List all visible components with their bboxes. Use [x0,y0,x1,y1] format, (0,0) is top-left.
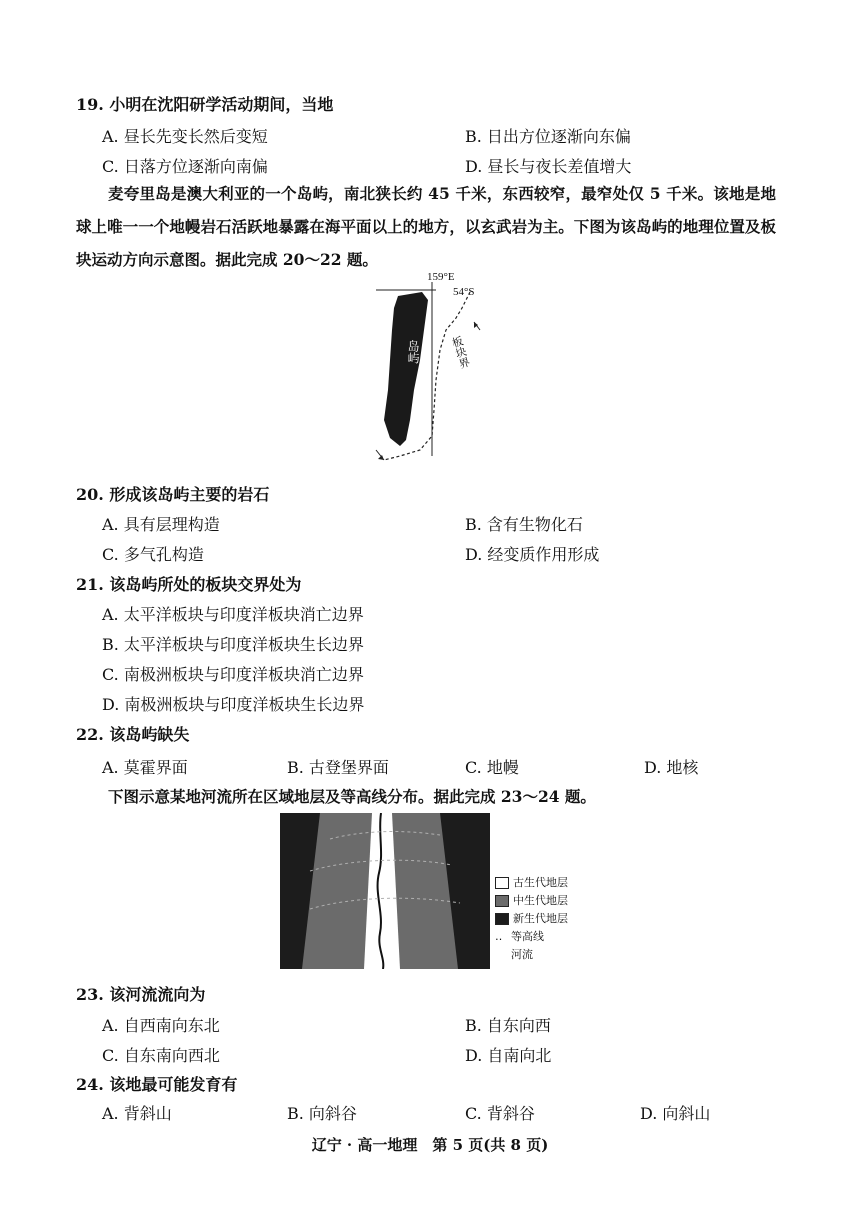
q19-stem: 19. 小明在沈阳研学活动期间，当地 [76,95,334,114]
legend-paleozoic-label: 古生代地层 [513,876,568,889]
q21-option-d: D. 南极洲板块与印度洋板块生长边界 [102,695,365,714]
legend-mesozoic-label: 中生代地层 [513,894,568,907]
q23-option-a: A. 自西南向东北 [102,1016,220,1035]
legend-river-label: 河流 [511,948,533,961]
q23-option-d: D. 自南向北 [465,1046,552,1065]
legend-contour-label: 等高线 [511,930,544,943]
longitude-label: 159°E [427,271,455,283]
legend-cenozoic-label: 新生代地层 [513,912,568,925]
strata-legend [495,874,568,964]
q20-stem: 20. 形成该岛屿主要的岩石 [76,485,270,504]
q21-option-c: C. 南极洲板块与印度洋板块消亡边界 [102,665,364,684]
island-map-svg [370,270,500,470]
passage-river: 下图示意某地河流所在区域地层及等高线分布。据此完成 23～24 题。 [108,787,596,806]
legend-mesozoic [495,892,568,910]
q19-option-c: C. 日落方位逐渐向南偏 [102,157,268,176]
paleozoic-swatch [495,877,509,889]
q20-option-a: A. 具有层理构造 [102,515,220,534]
q20-option-b: B. 含有生物化石 [465,515,583,534]
q21-option-b: B. 太平洋板块与印度洋板块生长边界 [102,635,364,654]
q23-option-b: B. 自东向西 [465,1016,551,1035]
legend-contour [495,928,568,946]
cenozoic-swatch [495,913,509,925]
legend-river [495,946,568,964]
q19-option-d: D. 昼长与夜长差值增大 [465,157,632,176]
q24-stem: 24. 该地最可能发育有 [76,1075,238,1094]
legend-paleozoic [495,874,568,892]
passage-macquarie: 麦夸里岛是澳大利亚的一个岛屿，南北狭长约 45 千米，东西较窄，最窄处仅 5 千米。该地是地球上唯一一个地幔岩石活跃地暴露在海平面以上的地方，以玄武岩为主。下图为该岛屿的地理位置及板块运动方向示意图。据此完成 20～22 题。 [76,184,776,269]
q20-option-c: C. 多气孔构造 [102,545,204,564]
mesozoic-swatch [495,895,509,907]
latitude-label: 54°S [453,286,475,298]
q23-option-c: C. 自东南向西北 [102,1046,220,1065]
contour-symbol: ‥ [495,930,505,943]
page-footer: 辽宁 · 高一地理 第 5 页(共 8 页) [311,1136,549,1154]
q22-option-c: C. 地幔 [465,758,519,777]
strata-map [280,813,490,969]
q24-option-b: B. 向斜谷 [287,1104,357,1123]
q19-option-a: A. 昼长先变长然后变短 [102,127,268,146]
q24-option-d: D. 向斜山 [640,1104,711,1123]
q24-option-a: A. 背斜山 [102,1104,172,1123]
legend-cenozoic [495,910,568,928]
q21-stem: 21. 该岛屿所处的板块交界处为 [76,575,302,594]
plate-boundary-label: 板块界 [449,334,472,371]
q23-stem: 23. 该河流流向为 [76,985,206,1004]
q22-option-a: A. 莫霍界面 [102,758,188,777]
q22-option-d: D. 地核 [644,758,699,777]
q24-option-c: C. 背斜谷 [465,1104,535,1123]
island-map [370,270,500,470]
q19-option-b: B. 日出方位逐渐向东偏 [465,127,631,146]
q21-option-a: A. 太平洋板块与印度洋板块消亡边界 [102,605,364,624]
island-shape [384,292,428,446]
strata-map-svg [280,813,490,969]
island-label: 岛屿 [406,340,420,364]
q20-option-d: D. 经变质作用形成 [465,545,600,564]
q22-stem: 22. 该岛屿缺失 [76,725,190,744]
q22-option-b: B. 古登堡界面 [287,758,389,777]
